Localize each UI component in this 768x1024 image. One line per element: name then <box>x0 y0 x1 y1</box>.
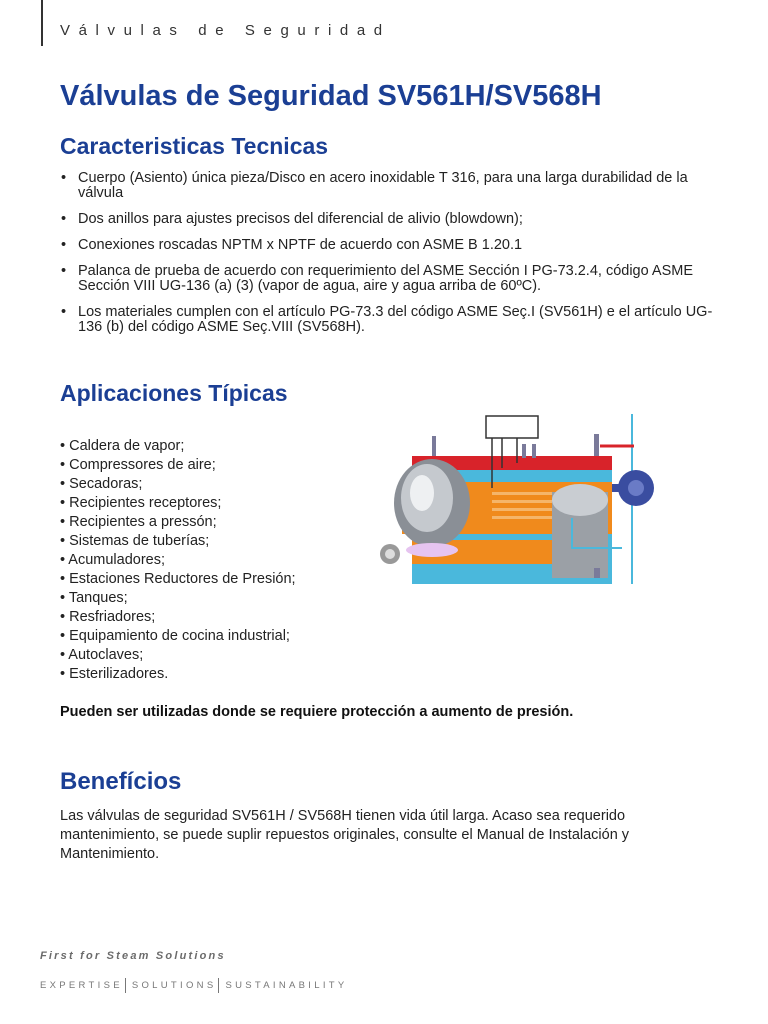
pillar-separator <box>218 978 219 993</box>
features-list <box>60 171 720 346</box>
application-item: • Secadoras; <box>60 476 143 492</box>
application-item: • Recipientes receptores; <box>60 495 222 511</box>
application-item: • Estaciones Reductores de Presión; <box>60 571 296 587</box>
feature-item: • Los materiales cumplen con el artículo PG-73.3 del código ASME Seç.I (SV561H) e el artículo UG-136 (b) del código ASME Seç.VIII (SV568H). <box>60 305 720 335</box>
application-item: • Caldera de vapor; <box>60 438 185 454</box>
application-item: • Equipamiento de cocina industrial; <box>60 628 290 644</box>
applications-note: Pueden ser utilizadas donde se requiere protección a aumento de presión. <box>60 704 574 720</box>
feature-item: • Conexiones roscadas NPTM x NPTF de acuerdo con ASME B 1.20.1 <box>60 238 720 253</box>
boiler-system-illustration <box>372 408 672 592</box>
application-item: • Compressores de aire; <box>60 457 216 473</box>
feature-item: • Palanca de prueba de acuerdo con requerimiento del ASME Sección I PG-73.2.4, código ASME Sección VIII UG-136 (a) (3) (vapor de agua, aire y agua arriba de 60ºC). <box>60 264 720 294</box>
header-divider <box>41 0 43 46</box>
footer-tagline: First for Steam Solutions <box>40 950 226 962</box>
pillar-expertise: EXPERTISE <box>40 980 123 991</box>
applications-list <box>60 437 296 684</box>
burner-flame <box>406 543 458 557</box>
application-item: • Recipientes a pressón; <box>60 514 217 530</box>
feature-item: • Cuerpo (Asiento) única pieza/Disco en acero inoxidable T 316, para una larga durabilidad de la válvula <box>60 171 720 201</box>
application-item: • Acumuladores; <box>60 552 166 568</box>
pillar-solutions: SOLUTIONS <box>131 980 217 991</box>
application-item: • Tanques; <box>60 590 128 606</box>
pillar-sustainability: SUSTAINABILITY <box>225 980 348 991</box>
pillar-separator <box>125 978 126 993</box>
application-item: • Resfriadores; <box>60 609 156 625</box>
features-heading: Caracteristicas Tecnicas <box>60 133 329 159</box>
feature-item: • Dos anillos para ajustes precisos del diferencial de alivio (blowdown); <box>60 212 720 227</box>
applications-heading: Aplicaciones Típicas <box>60 380 288 406</box>
benefits-text: Las válvulas de seguridad SV561H / SV568H tienen vida útil larga. Acaso sea requerido mantenimiento, se puede suplir repuestos originales, consulte el Manual de Instalación y Mantenimiento. <box>60 808 630 862</box>
section-label: Válvulas de Seguridad <box>60 22 391 39</box>
benefits-heading: Benefícios <box>60 768 182 795</box>
application-item: • Sistemas de tuberías; <box>60 533 210 549</box>
page-title: Válvulas de Seguridad SV561H/SV568H <box>60 80 602 112</box>
application-item: • Esterilizadores. <box>60 666 169 682</box>
footer-pillars <box>40 978 348 993</box>
application-item: • Autoclaves; <box>60 647 144 663</box>
